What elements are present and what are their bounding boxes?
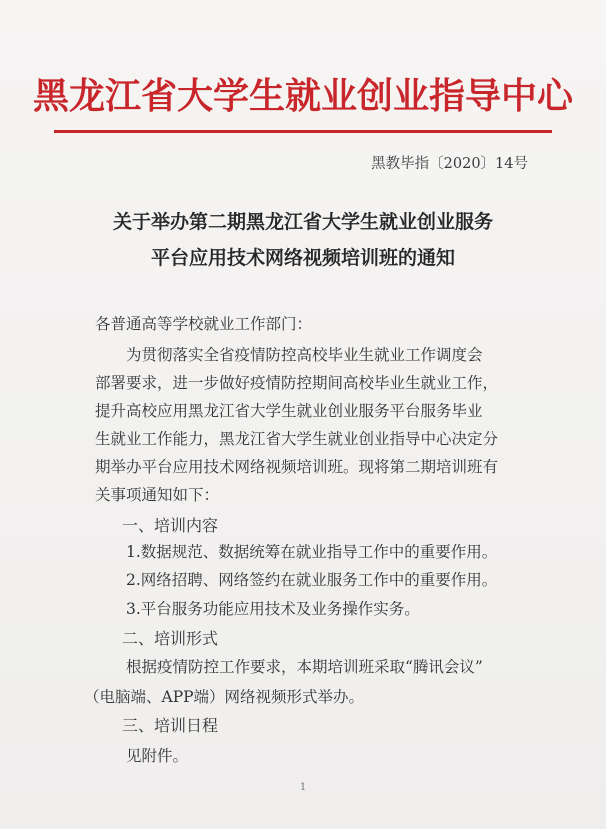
- intro-line: 期举办平台应用技术网络视频培训班。现将第二期培训班有: [95, 458, 499, 476]
- list-item: 3.平台服务功能应用技术及业务操作实务。: [126, 600, 420, 618]
- document-number: 黑教毕指〔2020〕14号: [371, 156, 528, 172]
- section-heading-training-content: 一、培训内容: [122, 516, 219, 535]
- org-header: 黑龙江省大学生就业创业指导中心: [32, 75, 573, 117]
- intro-line: 生就业工作能力，黑龙江省大学生就业创业指导中心决定分: [95, 430, 499, 448]
- paragraph-line: （电脑端、APP端）网络视频形式举办。: [84, 688, 365, 706]
- paragraph-line: 根据疫情防控工作要求，本期培训班采取“腾讯会议”: [126, 658, 483, 676]
- notice-title-line-2: 平台应用技术网络视频培训班的通知: [150, 247, 455, 269]
- list-item: 2.网络招聘、网络签约在就业服务工作中的重要作用。: [126, 571, 498, 589]
- list-item: 1.数据规范、数据统筹在就业指导工作中的重要作用。: [126, 543, 498, 561]
- salutation: 各普通高等学校就业工作部门：: [95, 315, 313, 333]
- notice-title-line-1: 关于举办第二期黑龙江省大学生就业创业服务: [112, 211, 493, 233]
- section-heading-training-format: 二、培训形式: [122, 629, 219, 648]
- intro-line: 关事项通知如下：: [95, 486, 220, 504]
- paragraph-line: 见附件。: [126, 747, 189, 765]
- intro-line: 提升高校应用黑龙江省大学生就业创业服务平台服务毕业: [95, 402, 483, 420]
- page-number: 1: [299, 782, 307, 793]
- red-divider-line: [54, 130, 552, 133]
- section-heading-training-schedule: 三、培训日程: [122, 716, 219, 735]
- intro-line: 部署要求，进一步做好疫情防控期间高校毕业生就业工作，: [95, 374, 499, 392]
- intro-line: 为贯彻落实全省疫情防控高校毕业生就业工作调度会: [126, 346, 483, 364]
